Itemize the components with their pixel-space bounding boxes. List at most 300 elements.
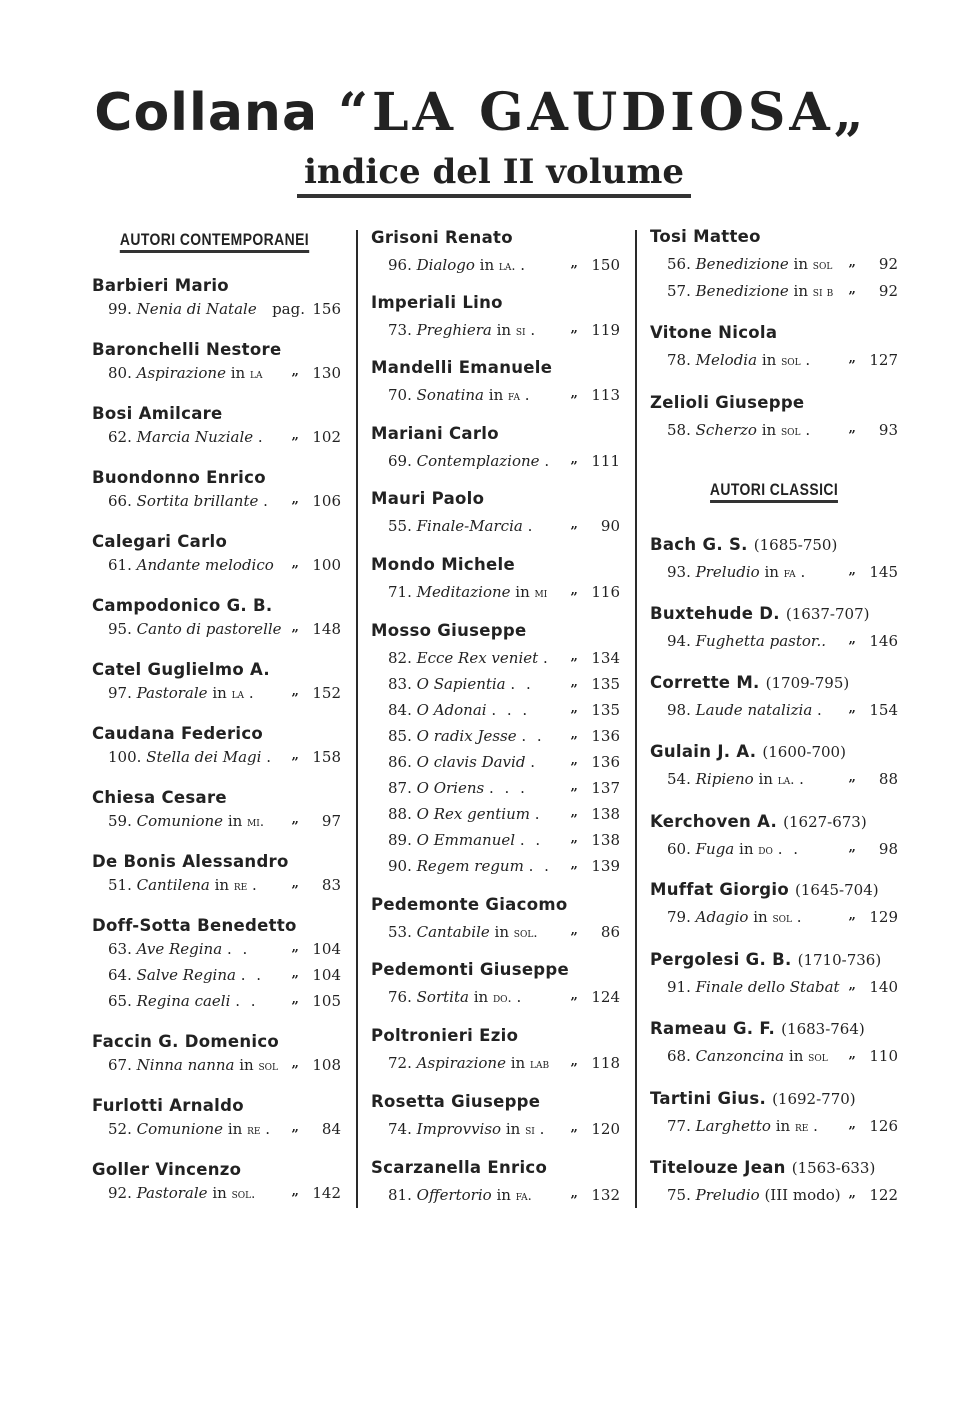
entry-page: 111 [591, 452, 620, 470]
entry-title: Sonatina [416, 386, 484, 404]
entry-in: in [515, 583, 530, 601]
author-name [650, 535, 837, 554]
entry-number: 95. [108, 620, 132, 638]
entry-ditto: „ [570, 779, 578, 794]
entry-page: 154 [869, 701, 898, 719]
author-name [371, 1026, 518, 1045]
entry-in: in [764, 563, 779, 581]
author-name [650, 742, 846, 761]
entry-leader: . . [521, 727, 545, 745]
entry-title: Dialogo [416, 256, 475, 274]
entry-in: (III modo) [764, 1186, 841, 1204]
author-name [371, 293, 503, 312]
entry-title: Pastorale [136, 684, 208, 702]
entry-leader: . [524, 386, 533, 404]
entry-number: 66. [108, 492, 132, 510]
index-entry [388, 1186, 620, 1204]
entry-number: 63. [108, 940, 132, 958]
author-name [92, 532, 227, 551]
entry-ditto: „ [570, 649, 578, 664]
section-title [672, 480, 875, 500]
column-divider-left [356, 230, 358, 1208]
entry-number: 65. [108, 992, 132, 1010]
entry-page: 135 [591, 701, 620, 719]
entry-page: 88 [878, 770, 898, 788]
index-entry [388, 805, 620, 823]
entry-page: 124 [591, 988, 620, 1006]
entry-title: Preludio [695, 1186, 760, 1204]
entry-ditto: „ [848, 770, 856, 785]
entry-key: re [247, 1123, 261, 1138]
entry-page: 134 [591, 649, 620, 667]
entry-page: 148 [312, 620, 341, 638]
entry-page: 83 [321, 876, 341, 894]
entry-title: O Adonai [416, 701, 487, 719]
entry-in: in [496, 321, 512, 339]
index-entry [667, 840, 898, 858]
author-name [92, 1096, 244, 1115]
entry-in: in [230, 364, 246, 382]
index-entry [388, 753, 620, 771]
author-name-text: Imperiali Lino [371, 293, 503, 312]
subtitle-underline [297, 194, 691, 198]
author-name-text: Pedemonte Giacomo [371, 895, 568, 914]
entry-title: Improvviso [416, 1120, 502, 1138]
entry-key: do. [492, 991, 512, 1006]
author-name [92, 1160, 241, 1179]
author-dates: (1637-707) [785, 605, 870, 623]
entry-page: 145 [869, 563, 898, 581]
entry-key: lab [529, 1057, 550, 1072]
entry-in: in [473, 988, 489, 1006]
entry-ditto: „ [570, 256, 578, 271]
entry-title: Finale dello Stabat [695, 978, 840, 996]
entry-page: 138 [591, 805, 620, 823]
entry-number: 67. [108, 1056, 132, 1074]
entry-ditto: „ [570, 753, 578, 768]
author-name [650, 227, 761, 246]
entry-key: sol [812, 258, 833, 273]
entry-page: 110 [869, 1047, 898, 1065]
entry-title: Comunione [136, 812, 224, 830]
entry-ditto: „ [570, 321, 578, 336]
author-name-text: Calegari Carlo [92, 532, 228, 551]
author-name-text: Campodonico G. B. [92, 596, 273, 615]
entry-key: la [249, 367, 263, 382]
entry-page: 129 [869, 908, 898, 926]
entry-ditto: „ [848, 701, 856, 716]
entry-number: 80. [108, 364, 132, 382]
entry-page: 136 [591, 753, 620, 771]
entry-ditto: „ [570, 831, 578, 846]
entry-number: 93. [667, 563, 691, 581]
entry-number: 94. [667, 632, 691, 650]
entry-page: 92 [878, 282, 898, 300]
author-name-text: Titelouze Jean [650, 1158, 786, 1177]
entry-page: 98 [878, 840, 898, 858]
index-entry [388, 386, 620, 404]
entry-page: 118 [591, 1054, 620, 1072]
entry-leader: . [257, 428, 266, 446]
entry-title: O Rex gentium [416, 805, 530, 823]
index-entry [388, 675, 620, 693]
entry-ditto: „ [291, 684, 299, 699]
entry-ditto: „ [570, 727, 578, 742]
index-entry [667, 632, 898, 650]
entry-ditto: „ [570, 1186, 578, 1201]
entry-ditto: „ [291, 492, 299, 507]
entry-number: 56. [667, 255, 691, 273]
index-entry [388, 923, 620, 941]
author-name-text: Tosi Matteo [650, 227, 761, 246]
entry-number: 87. [388, 779, 412, 797]
author-name [371, 358, 552, 377]
entry-title: Pastorale [136, 1184, 208, 1202]
entry-in: in [227, 1120, 243, 1138]
author-dates: (1627-673) [783, 813, 867, 831]
author-name [650, 323, 777, 342]
entry-leader: . [530, 321, 539, 339]
entry-title: O radix Jesse [416, 727, 517, 745]
entry-in: in [239, 1056, 254, 1074]
entry-number: 54. [667, 770, 691, 788]
index-entry [108, 300, 341, 318]
author-name [650, 880, 879, 899]
entry-leader: . [265, 1120, 274, 1138]
author-name-text: Mauri Paolo [371, 489, 485, 508]
entry-key: fa [783, 566, 796, 581]
entry-in: in [753, 908, 768, 926]
entry-number: 84. [388, 701, 412, 719]
author-name-text: Bosi Amilcare [92, 404, 223, 423]
entry-number: 71. [388, 583, 412, 601]
entry-title: Ecce Rex veniet [416, 649, 539, 667]
index-entry [388, 452, 620, 470]
entry-number: 97. [108, 684, 132, 702]
entry-ditto: „ [291, 812, 299, 827]
entry-in: in [214, 876, 230, 894]
author-name-text: Baronchelli Nestore [92, 340, 282, 359]
entry-in: in [739, 840, 754, 858]
index-entry [388, 701, 620, 719]
entry-leader: . [796, 908, 805, 926]
author-name-text: Corrette M. [650, 673, 760, 692]
author-name [92, 596, 273, 615]
entry-page: 135 [591, 675, 620, 693]
index-entry [667, 908, 898, 926]
author-name [371, 621, 526, 640]
entry-page: 137 [591, 779, 620, 797]
index-entry [388, 517, 620, 535]
author-name [371, 228, 513, 247]
entry-ditto: „ [291, 1184, 299, 1199]
index-entry [388, 256, 620, 274]
entry-title: O Emmanuel [416, 831, 516, 849]
entry-in: in [505, 1120, 521, 1138]
entry-number: 58. [667, 421, 691, 439]
author-name [650, 393, 804, 412]
index-entry [667, 351, 898, 369]
index-entry [108, 1184, 341, 1202]
entry-ditto: „ [570, 923, 578, 938]
entry-number: 60. [667, 840, 691, 858]
entry-number: 53. [388, 923, 412, 941]
entry-leader: . . [777, 840, 801, 858]
entry-ditto: „ [291, 556, 299, 571]
entry-page: 156 [312, 300, 341, 318]
entry-title: Sortita brillante [136, 492, 259, 510]
entry-ditto: „ [570, 805, 578, 820]
entry-in: in [793, 255, 808, 273]
entry-page: 106 [312, 492, 341, 510]
author-name-text: Mandelli Emanuele [371, 358, 553, 377]
entry-ditto: „ [291, 620, 299, 635]
index-entry [388, 1054, 620, 1072]
author-name [92, 660, 270, 679]
entry-page: 119 [591, 321, 620, 339]
entry-title: Finale-Marcia [416, 517, 523, 535]
author-name-text: Pedemonti Giuseppe [371, 960, 570, 979]
author-dates: (1685-750) [753, 536, 838, 554]
author-dates: (1710-736) [797, 951, 882, 969]
index-entry [388, 321, 620, 339]
entry-in: in [227, 812, 243, 830]
author-name [650, 1158, 875, 1177]
entry-ditto: „ [848, 1186, 856, 1201]
entry-ditto: „ [291, 748, 299, 763]
entry-number: 92. [108, 1184, 132, 1202]
entry-leader: . [805, 421, 814, 439]
entry-number: 64. [108, 966, 132, 984]
author-name-text: Pergolesi G. B. [650, 950, 792, 969]
entry-in: in [775, 1117, 791, 1135]
author-name-text: Tartini Gius. [650, 1089, 767, 1108]
entry-title: Canto di pastorelle [136, 620, 282, 638]
entry-page: 146 [869, 632, 898, 650]
index-entry [388, 779, 620, 797]
entry-key: fa [508, 389, 520, 404]
entry-page: 130 [312, 364, 341, 382]
author-name [92, 404, 223, 423]
entry-title: Cantabile [416, 923, 490, 941]
entry-leader: . . [519, 831, 544, 849]
author-name-text: Catel Guglielmo A. [92, 660, 270, 679]
entry-page: 127 [869, 351, 898, 369]
index-entry [667, 282, 898, 300]
entry-title: Preghiera [416, 321, 492, 339]
entry-leader: . [534, 805, 543, 823]
author-name [371, 1158, 547, 1177]
index-entry [108, 492, 341, 510]
entry-in: in [494, 923, 510, 941]
entry-leader: . [800, 563, 809, 581]
entry-title: O Sapientia [416, 675, 506, 693]
entry-key: la. [498, 259, 516, 274]
entry-ditto: „ [570, 675, 578, 690]
author-name-text: Poltronieri Ezio [371, 1026, 519, 1045]
entry-ditto: „ [848, 978, 856, 993]
entry-number: 100. [108, 748, 142, 766]
entry-page: 120 [591, 1120, 620, 1138]
entry-number: 83. [388, 675, 412, 693]
entry-number: 72. [388, 1054, 412, 1072]
entry-ditto: „ [291, 1056, 299, 1071]
entry-in: in [761, 351, 777, 369]
author-name [92, 276, 229, 295]
entry-title: Comunione [136, 1120, 224, 1138]
author-name-text: Furlotti Arnaldo [92, 1096, 244, 1115]
entry-key: sol [781, 354, 801, 369]
entry-page: 140 [869, 978, 898, 996]
index-entry [388, 1120, 620, 1138]
author-name [92, 468, 266, 487]
entry-page: 152 [312, 684, 341, 702]
entry-number: 51. [108, 876, 132, 894]
index-entry [667, 1186, 898, 1204]
entry-key: re [233, 879, 248, 894]
entry-key: re [794, 1120, 809, 1135]
entry-title: Melodia [695, 351, 758, 369]
entry-page: 104 [312, 940, 341, 958]
author-name-text: Rameau G. F. [650, 1019, 776, 1038]
entry-title: Stella dei Magi [146, 748, 262, 766]
entry-ditto: „ [291, 876, 299, 891]
entry-ditto: „ [848, 351, 856, 366]
entry-page: 158 [312, 748, 341, 766]
entry-title: Salve Regina [136, 966, 236, 984]
entry-key: sol [772, 911, 793, 926]
entry-ditto: „ [848, 282, 856, 297]
entry-page: 86 [600, 923, 620, 941]
entry-title: O Oriens [416, 779, 485, 797]
author-name [371, 489, 484, 508]
entry-number: 90. [388, 857, 412, 875]
entry-in: in [212, 684, 227, 702]
section-title-text: AUTORI CONTEMPORANEI [120, 230, 309, 253]
index-entry [667, 701, 898, 719]
entry-ditto: „ [291, 428, 299, 443]
entry-number: 73. [388, 321, 412, 339]
entry-title: Meditazione [416, 583, 511, 601]
entry-key: fa. [515, 1189, 532, 1204]
entry-page: 102 [312, 428, 341, 446]
entry-number: 81. [388, 1186, 412, 1204]
entry-title: Preludio [695, 563, 760, 581]
entry-key: mi. [247, 815, 264, 830]
entry-ditto: „ [848, 840, 856, 855]
entry-page: 139 [591, 857, 620, 875]
entry-page: 100 [312, 556, 341, 574]
entry-page: 126 [869, 1117, 898, 1135]
section-title-text: AUTORI CLASSICI [710, 480, 838, 503]
entry-title: Ninna nanna [136, 1056, 235, 1074]
entry-key: si [525, 1123, 535, 1138]
index-entry [108, 812, 341, 830]
entry-ditto: „ [291, 364, 299, 379]
author-name-text: Buxtehude D. [650, 604, 780, 623]
author-dates: (1683-764) [781, 1020, 865, 1038]
column-divider-right [635, 230, 637, 1208]
entry-title: Aspirazione [136, 364, 226, 382]
entry-key: si [515, 324, 526, 339]
entry-title: Benedizione [695, 255, 789, 273]
entry-page: 150 [591, 256, 620, 274]
author-name-text: Caudana Federico [92, 724, 264, 743]
author-dates: (1709-795) [765, 674, 850, 692]
entry-ditto: „ [570, 583, 578, 598]
author-name-text: Goller Vincenzo [92, 1160, 242, 1179]
entry-leader: . [527, 517, 536, 535]
entry-number: 62. [108, 428, 132, 446]
entry-number: 79. [667, 908, 691, 926]
entry-ditto: „ [570, 386, 578, 401]
entry-title: Laude natalizia [695, 701, 813, 719]
author-name-text: Mondo Michele [371, 555, 515, 574]
index-entry [667, 421, 898, 439]
entry-number: 76. [388, 988, 412, 1006]
entry-number: 69. [388, 452, 412, 470]
index-entry [108, 1056, 341, 1074]
entry-ditto: „ [291, 966, 299, 981]
index-entry [108, 1120, 341, 1138]
author-name-text: Mariani Carlo [371, 424, 499, 443]
entry-leader: . [805, 351, 814, 369]
author-name [650, 1019, 865, 1038]
index-entry [667, 1117, 898, 1135]
entry-title: Ave Regina [136, 940, 223, 958]
entry-page: 136 [591, 727, 620, 745]
entry-number: 98. [667, 701, 691, 719]
author-dates: (1563-633) [791, 1159, 876, 1177]
entry-ditto: „ [848, 1047, 856, 1062]
entry-page: 108 [312, 1056, 341, 1074]
entry-title: Regina caeli [136, 992, 231, 1010]
entry-key: sol [781, 424, 801, 439]
entry-leader: . [516, 988, 525, 1006]
entry-title: Larghetto [695, 1117, 771, 1135]
entry-page: 92 [878, 255, 898, 273]
entry-leader: . . [240, 966, 265, 984]
author-name [92, 788, 227, 807]
entry-leader: . [263, 492, 271, 510]
author-name-text: Scarzanella Enrico [371, 1158, 548, 1177]
entry-title: Contemplazione [416, 452, 540, 470]
entry-in: in [212, 1184, 227, 1202]
entry-title: Fughetta pastor.. [695, 632, 826, 650]
author-name [92, 724, 263, 743]
entry-number: 52. [108, 1120, 132, 1138]
entry-page: 132 [591, 1186, 620, 1204]
entry-number: 88. [388, 805, 412, 823]
author-name [92, 852, 289, 871]
author-name-text: Kerchoven A. [650, 812, 778, 831]
author-name-text: Bach G. S. [650, 535, 748, 554]
index-entry [388, 831, 620, 849]
entry-title: Ripieno [695, 770, 754, 788]
entry-key: sol [258, 1059, 279, 1074]
entry-title: Adagio [695, 908, 749, 926]
entry-title: O clavis David [416, 753, 526, 771]
entry-page: 105 [312, 992, 341, 1010]
entry-leader: . . [235, 992, 259, 1010]
author-name [371, 895, 567, 914]
author-name-text: Mosso Giuseppe [371, 621, 527, 640]
entry-number: 75. [667, 1186, 691, 1204]
entry-leader: . . [528, 857, 552, 875]
entry-key: do [758, 843, 773, 858]
entry-number: 78. [667, 351, 691, 369]
index-entry [388, 857, 620, 875]
